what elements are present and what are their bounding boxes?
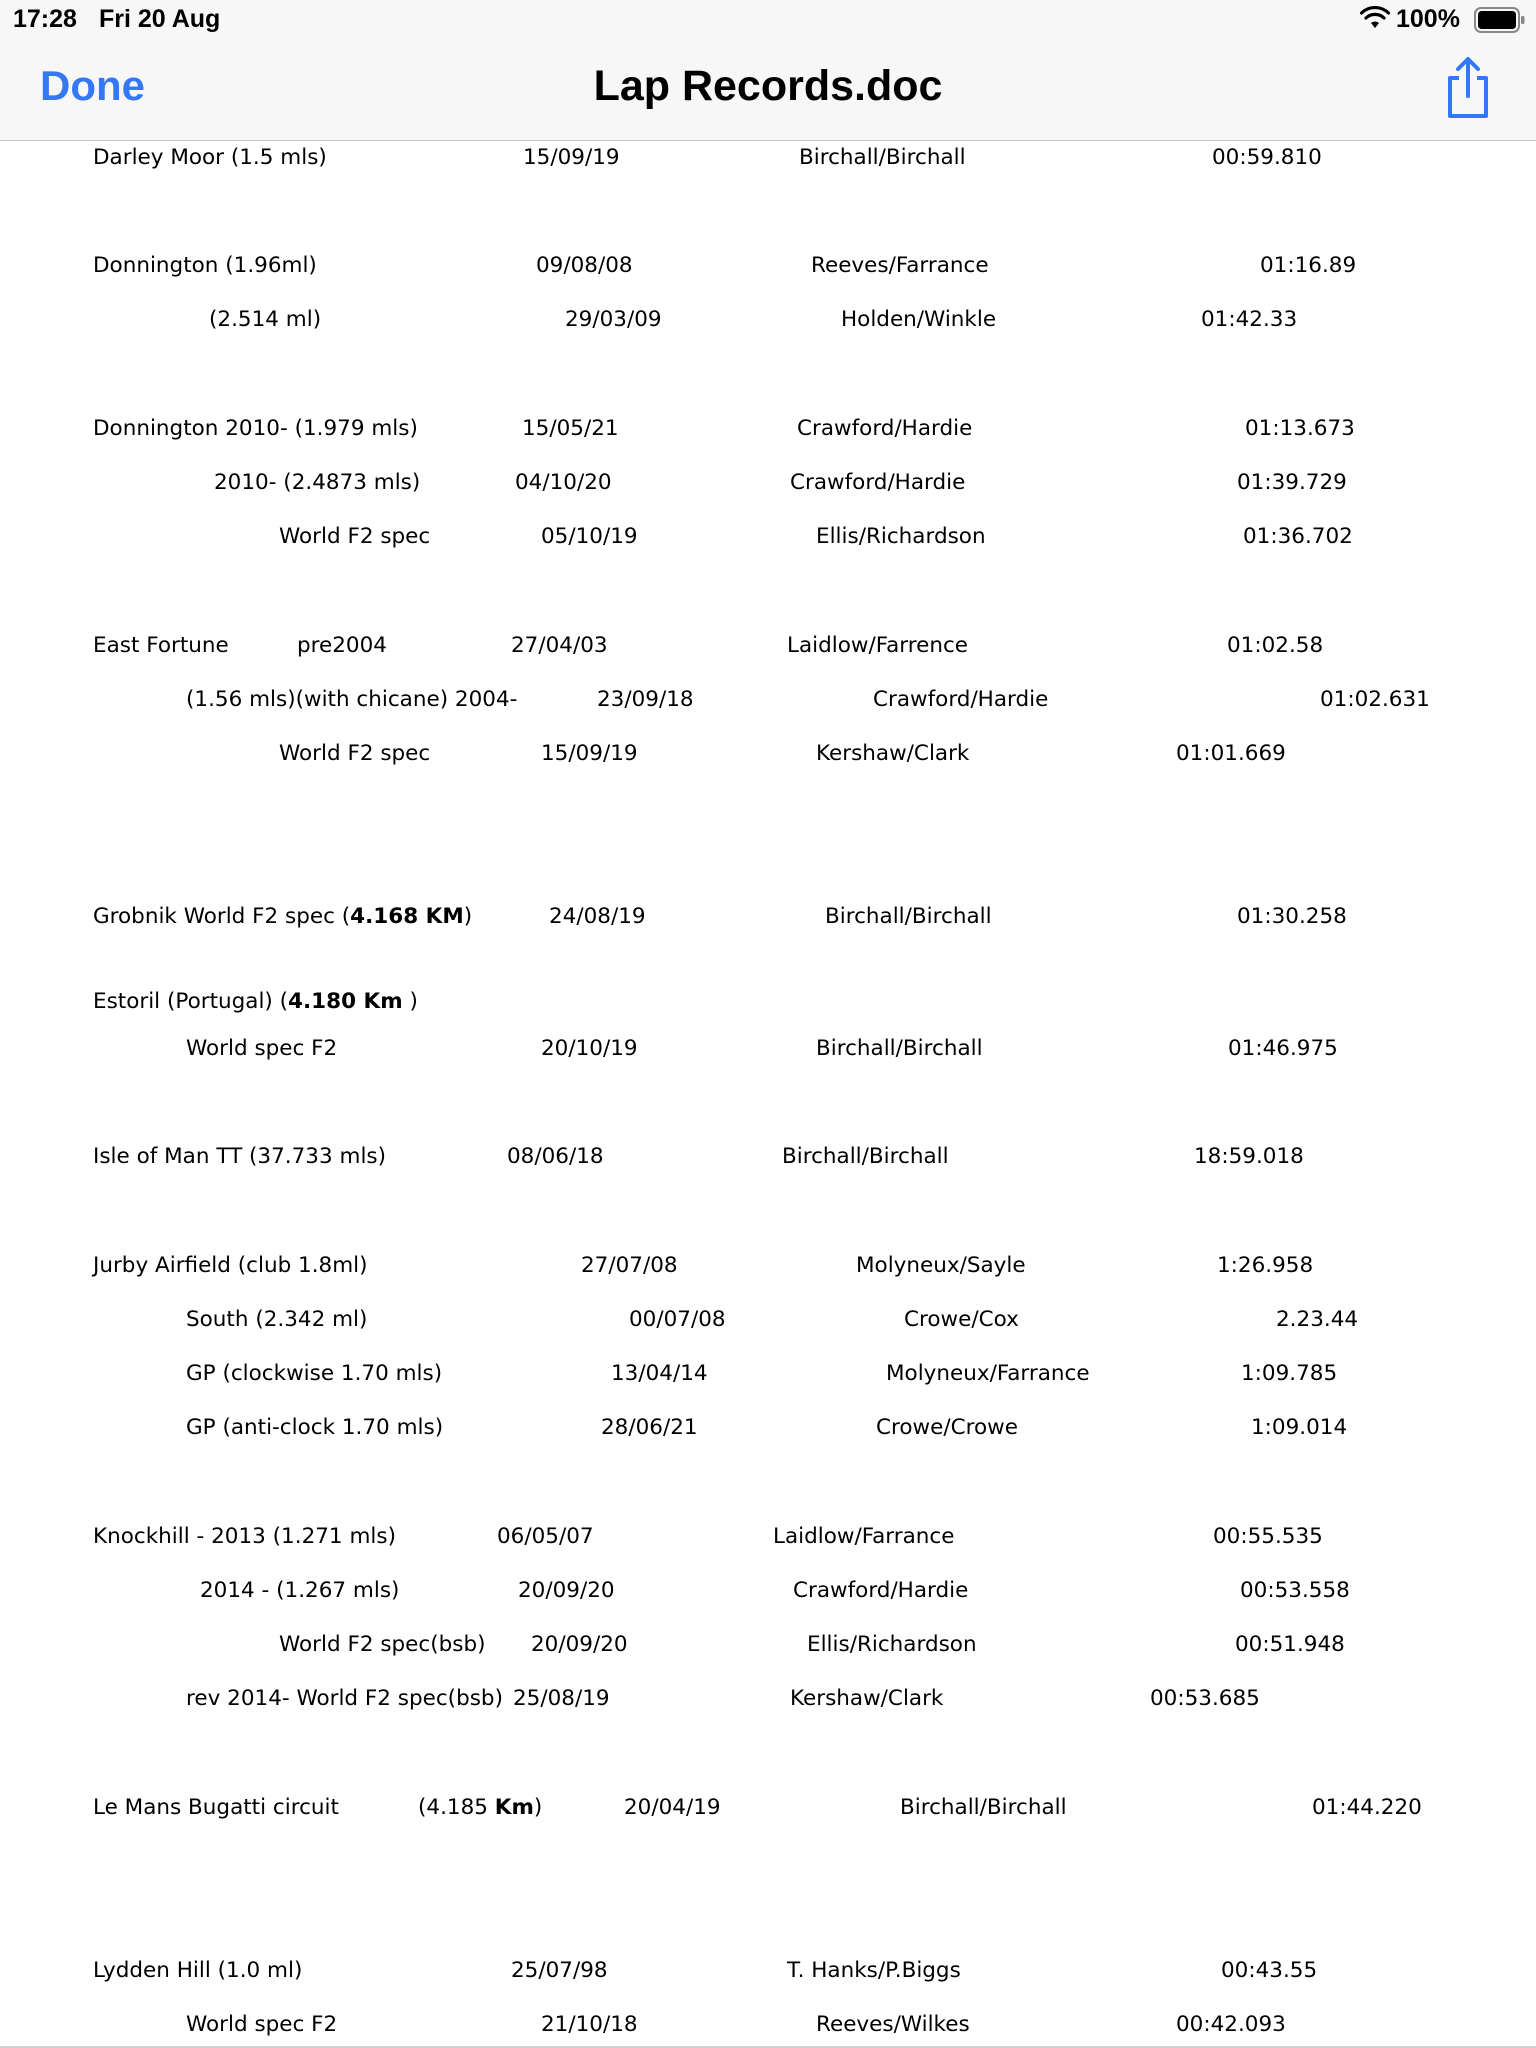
- circuit-cell: Grobnik World F2 spec (4.168 KM): [93, 904, 473, 929]
- date-cell: 20/04/19: [624, 1795, 721, 1820]
- circuit-cell: 2010- (2.4873 mls): [214, 470, 421, 495]
- time-cell: 1:09.785: [1241, 1361, 1338, 1386]
- wifi-icon: [1360, 6, 1390, 34]
- date-cell: 25/08/19: [513, 1686, 610, 1711]
- date-cell: 20/09/20: [518, 1578, 615, 1603]
- circuit-cell: (1.56 mls)(with chicane) 2004-: [186, 687, 518, 712]
- riders-cell: Crawford/Hardie: [873, 687, 1049, 712]
- riders-cell: Molyneux/Farrance: [886, 1361, 1090, 1386]
- time-cell: 00:51.948: [1235, 1632, 1345, 1657]
- riders-cell: Laidlow/Farrence: [787, 633, 969, 658]
- time-cell: 00:55.535: [1213, 1524, 1323, 1549]
- date-cell: 20/10/19: [541, 1036, 638, 1061]
- riders-cell: Reeves/Wilkes: [816, 2012, 970, 2037]
- circuit-cell: World spec F2: [186, 2012, 338, 2037]
- circuit-cell: Donnington (1.96ml): [93, 253, 317, 278]
- time-cell: 01:42.33: [1201, 307, 1298, 332]
- date-cell: 28/06/21: [601, 1415, 698, 1440]
- time-cell: 18:59.018: [1194, 1144, 1304, 1169]
- document-view[interactable]: [0, 141, 1536, 2048]
- circuit-cell: (2.514 ml): [209, 307, 322, 332]
- status-date: Fri 20 Aug: [99, 5, 221, 33]
- riders-cell: Crowe/Cox: [904, 1307, 1019, 1332]
- date-cell: 05/10/19: [541, 524, 638, 549]
- date-cell: 27/07/08: [581, 1253, 678, 1278]
- time-cell: 01:02.631: [1320, 687, 1430, 712]
- date-cell: 09/08/08: [536, 253, 633, 278]
- circuit-cell: Estoril (Portugal) (4.180 Km ): [93, 989, 418, 1014]
- time-cell: 01:39.729: [1237, 470, 1347, 495]
- riders-cell: Birchall/Birchall: [799, 145, 966, 170]
- circuit-cell: Jurby Airfield (club 1.8ml): [93, 1253, 368, 1278]
- time-cell: 01:44.220: [1312, 1795, 1422, 1820]
- riders-cell: Reeves/Farrance: [811, 253, 989, 278]
- time-cell: 01:02.58: [1227, 633, 1324, 658]
- date-cell: 23/09/18: [597, 687, 694, 712]
- circuit-cell: rev 2014- World F2 spec(bsb): [186, 1686, 503, 1711]
- date-cell: 04/10/20: [515, 470, 612, 495]
- riders-cell: Birchall/Birchall: [900, 1795, 1067, 1820]
- date-cell: 15/09/19: [523, 145, 620, 170]
- circuit-cell: 2014 - (1.267 mls): [200, 1578, 400, 1603]
- battery-percent: 100%: [1396, 5, 1460, 33]
- date-cell: 21/10/18: [541, 2012, 638, 2037]
- circuit-cell: GP (anti-clock 1.70 mls): [186, 1415, 444, 1440]
- time-cell: 00:43.55: [1221, 1958, 1318, 1983]
- circuit-cell: Donnington 2010- (1.979 mls): [93, 416, 418, 441]
- riders-cell: Ellis/Richardson: [807, 1632, 977, 1657]
- navigation-bar: [0, 40, 1536, 141]
- circuit-cell: Knockhill - 2013 (1.271 mls): [93, 1524, 396, 1549]
- riders-cell: Birchall/Birchall: [816, 1036, 983, 1061]
- circuit-cell: World F2 spec: [279, 524, 431, 549]
- circuit-cell: Le Mans Bugatti circuit: [93, 1795, 339, 1820]
- date-cell: 25/07/98: [511, 1958, 608, 1983]
- battery-icon: [1474, 7, 1526, 37]
- riders-cell: Birchall/Birchall: [782, 1144, 949, 1169]
- time-cell: 1:09.014: [1251, 1415, 1348, 1440]
- riders-cell: Laidlow/Farrance: [773, 1524, 955, 1549]
- circuit-cell: World spec F2: [186, 1036, 338, 1061]
- date-cell: 20/09/20: [531, 1632, 628, 1657]
- time-cell: 01:16.89: [1260, 253, 1357, 278]
- status-bar: [0, 0, 1536, 40]
- done-button[interactable]: Done: [40, 62, 145, 109]
- date-cell: 13/04/14: [611, 1361, 708, 1386]
- date-cell: 00/07/08: [629, 1307, 726, 1332]
- date-cell: 15/09/19: [541, 741, 638, 766]
- status-time: 17:28: [13, 5, 77, 33]
- date-cell: 24/08/19: [549, 904, 646, 929]
- date-cell: 29/03/09: [565, 307, 662, 332]
- date-cell: 27/04/03: [511, 633, 608, 658]
- note-cell: pre2004: [297, 633, 387, 658]
- document-title: Lap Records.doc: [593, 62, 943, 110]
- time-cell: 01:30.258: [1237, 904, 1347, 929]
- riders-cell: Holden/Winkle: [841, 307, 997, 332]
- share-icon: [1440, 107, 1496, 126]
- riders-cell: Kershaw/Clark: [790, 1686, 944, 1711]
- share-button[interactable]: [1440, 52, 1496, 126]
- circuit-cell: South (2.342 ml): [186, 1307, 368, 1332]
- time-cell: 00:53.558: [1240, 1578, 1350, 1603]
- date-cell: 08/06/18: [507, 1144, 604, 1169]
- riders-cell: Crawford/Hardie: [793, 1578, 969, 1603]
- riders-cell: Crawford/Hardie: [797, 416, 973, 441]
- circuit-cell: GP (clockwise 1.70 mls): [186, 1361, 443, 1386]
- circuit-cell: World F2 spec: [279, 741, 431, 766]
- time-cell: 2.23.44: [1276, 1307, 1359, 1332]
- circuit-cell: Darley Moor (1.5 mls): [93, 145, 327, 170]
- circuit-cell: East Fortune: [93, 633, 229, 658]
- time-cell: 01:13.673: [1245, 416, 1355, 441]
- time-cell: 00:53.685: [1150, 1686, 1260, 1711]
- time-cell: 01:01.669: [1176, 741, 1286, 766]
- date-cell: 06/05/07: [497, 1524, 594, 1549]
- time-cell: 01:46.975: [1228, 1036, 1338, 1061]
- riders-cell: Kershaw/Clark: [816, 741, 970, 766]
- date-cell: 15/05/21: [522, 416, 619, 441]
- riders-cell: Birchall/Birchall: [825, 904, 992, 929]
- note-cell: (4.185 Km): [418, 1795, 543, 1820]
- riders-cell: Crowe/Crowe: [876, 1415, 1018, 1440]
- time-cell: 00:42.093: [1176, 2012, 1286, 2037]
- riders-cell: Molyneux/Sayle: [856, 1253, 1026, 1278]
- riders-cell: Crawford/Hardie: [790, 470, 966, 495]
- riders-cell: Ellis/Richardson: [816, 524, 986, 549]
- time-cell: 1:26.958: [1217, 1253, 1314, 1278]
- circuit-cell: World F2 spec(bsb): [279, 1632, 486, 1657]
- riders-cell: T. Hanks/P.Biggs: [787, 1958, 961, 1983]
- time-cell: 00:59.810: [1212, 145, 1322, 170]
- circuit-cell: Isle of Man TT (37.733 mls): [93, 1144, 387, 1169]
- circuit-cell: Lydden Hill (1.0 ml): [93, 1958, 303, 1983]
- time-cell: 01:36.702: [1243, 524, 1353, 549]
